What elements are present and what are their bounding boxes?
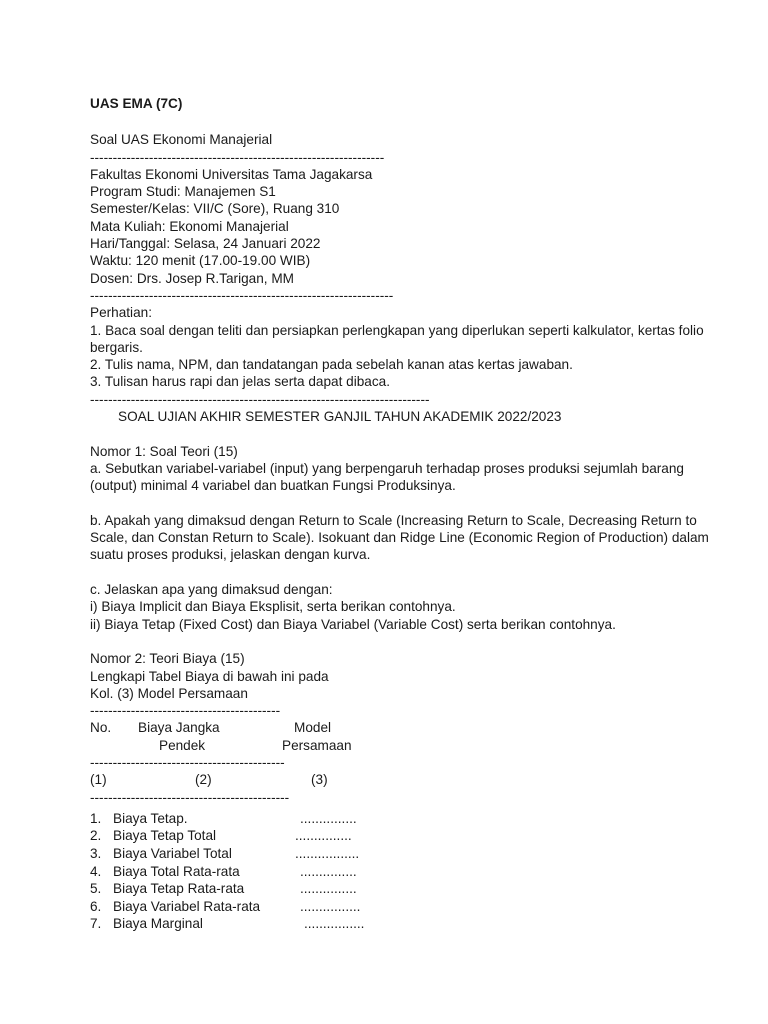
separator: ------------------------------------------------------------------- (90, 287, 394, 303)
row-answer-blank: ................ (300, 898, 361, 914)
attention-label: Perhatian: (90, 305, 152, 321)
info-lecturer: Dosen: Drs. Josep R.Tarigan, MM (90, 270, 294, 286)
spacer (90, 112, 730, 131)
q1-part-c-i: i) Biaya Implicit dan Biaya Eksplisit, serta berikan contohnya. (90, 599, 456, 615)
spacer (90, 564, 730, 581)
col-header-model-line2: Persamaan (282, 737, 352, 753)
table-separator: -------------------------------------------- (90, 789, 290, 805)
separator: --------------------------------------------------------------------------- (90, 391, 430, 407)
col-header-biaya-line1: Biaya Jangka (138, 720, 220, 736)
table-row (90, 810, 730, 828)
table-row (90, 898, 730, 916)
row-label: Biaya Tetap Total (113, 828, 217, 844)
table-row (90, 863, 730, 881)
spacer (90, 425, 730, 442)
q2-instruction-1: Lengkapi Tabel Biaya di bawah ini pada (90, 668, 329, 684)
attention-item-2: 2. Tulis nama, NPM, dan tandatangan pada sebelah kanan atas kertas jawaban. (90, 357, 573, 373)
row-answer-blank: ................. (295, 846, 360, 862)
q1-heading: Nomor 1: Soal Teori (15) (90, 443, 238, 459)
row-answer-blank: ............... (300, 810, 357, 826)
q1-part-c-intro: c. Jelaskan apa yang dimaksud dengan: (90, 582, 333, 598)
col-number-1: (1) (90, 772, 107, 788)
row-number: 3. (90, 846, 102, 862)
attention-item-3: 3. Tulisan harus rapi dan jelas serta dapat dibaca. (90, 374, 391, 390)
row-number: 4. (90, 863, 102, 879)
info-time: Waktu: 120 menit (17.00-19.00 WIB) (90, 253, 311, 269)
attention-item-1: 1. Baca soal dengan teliti dan persiapkan perlengkapan yang diperlukan seperti kalkulator, kertas folio bergaris. (90, 322, 704, 355)
info-semester: Semester/Kelas: VII/C (Sore), Ruang 310 (90, 201, 340, 217)
document-subtitle: Soal UAS Ekonomi Manajerial (90, 132, 273, 148)
info-date: Hari/Tanggal: Selasa, 24 Januari 2022 (90, 236, 321, 252)
col-header-biaya-line2: Pendek (159, 737, 206, 753)
q1-part-b: b. Apakah yang dimaksud dengan Return to Scale (Increasing Return to Scale, Decreasing Return to Scale, dan Constan Return to Scale). Isokuant dan Ridge Line (Economic Region of Production) dalam suatu proses produksi, jelaskan dengan kurva. (90, 512, 709, 563)
q2-instruction-2: Kol. (3) Model Persamaan (90, 685, 248, 701)
info-faculty: Fakultas Ekonomi Universitas Tama Jagakarsa (90, 166, 373, 182)
col-header-no: No. (90, 720, 112, 736)
info-program: Program Studi: Manajemen S1 (90, 184, 276, 200)
table-row (90, 880, 730, 898)
cost-table-header (90, 719, 730, 754)
row-number: 5. (90, 881, 102, 897)
table-separator: ------------------------------------------- (90, 754, 285, 770)
row-number: 7. (90, 916, 102, 932)
q2-heading: Nomor 2: Teori Biaya (15) (90, 651, 245, 667)
q1-part-c-ii: ii) Biaya Tetap (Fixed Cost) dan Biaya Variabel (Variable Cost) serta berikan contohnya. (90, 616, 616, 632)
row-answer-blank: ................ (304, 916, 365, 932)
col-header-model-line1: Model (294, 720, 332, 736)
q1-part-a: a. Sebutkan variabel-variabel (input) yang berpengaruh terhadap proses produksi sejumlah barang (output) minimal 4 variabel dan buatkan Fungsi Produksinya. (90, 460, 684, 494)
row-label: Biaya Variabel Total (113, 846, 232, 862)
row-label: Biaya Tetap. (113, 810, 188, 826)
row-number: 2. (90, 828, 102, 844)
table-separator: ------------------------------------------ (90, 703, 281, 719)
row-label: Biaya Tetap Rata-rata (113, 881, 245, 897)
separator: ----------------------------------------------------------------- (90, 149, 385, 165)
spacer (90, 633, 730, 650)
row-label: Biaya Total Rata-rata (113, 863, 240, 879)
exam-title: SOAL UJIAN AKHIR SEMESTER GANJIL TAHUN AKADEMIK 2022/2023 (118, 409, 562, 425)
table-row (90, 827, 730, 845)
document-title: UAS EMA (7C) (90, 96, 183, 111)
col-number-2: (2) (195, 772, 212, 788)
row-answer-blank: ............... (300, 863, 357, 879)
row-answer-blank: ............... (300, 881, 357, 897)
spacer (90, 495, 730, 512)
row-label: Biaya Marginal (113, 916, 203, 932)
row-number: 6. (90, 898, 102, 914)
info-course: Mata Kuliah: Ekonomi Manajerial (90, 218, 289, 234)
row-label: Biaya Variabel Rata-rata (113, 898, 261, 914)
row-number: 1. (90, 810, 102, 826)
cost-table-column-numbers (90, 771, 730, 788)
table-row (90, 845, 730, 863)
exam-document (90, 95, 730, 933)
col-number-3: (3) (311, 772, 328, 788)
row-answer-blank: ............... (295, 828, 352, 844)
table-row (90, 915, 730, 933)
